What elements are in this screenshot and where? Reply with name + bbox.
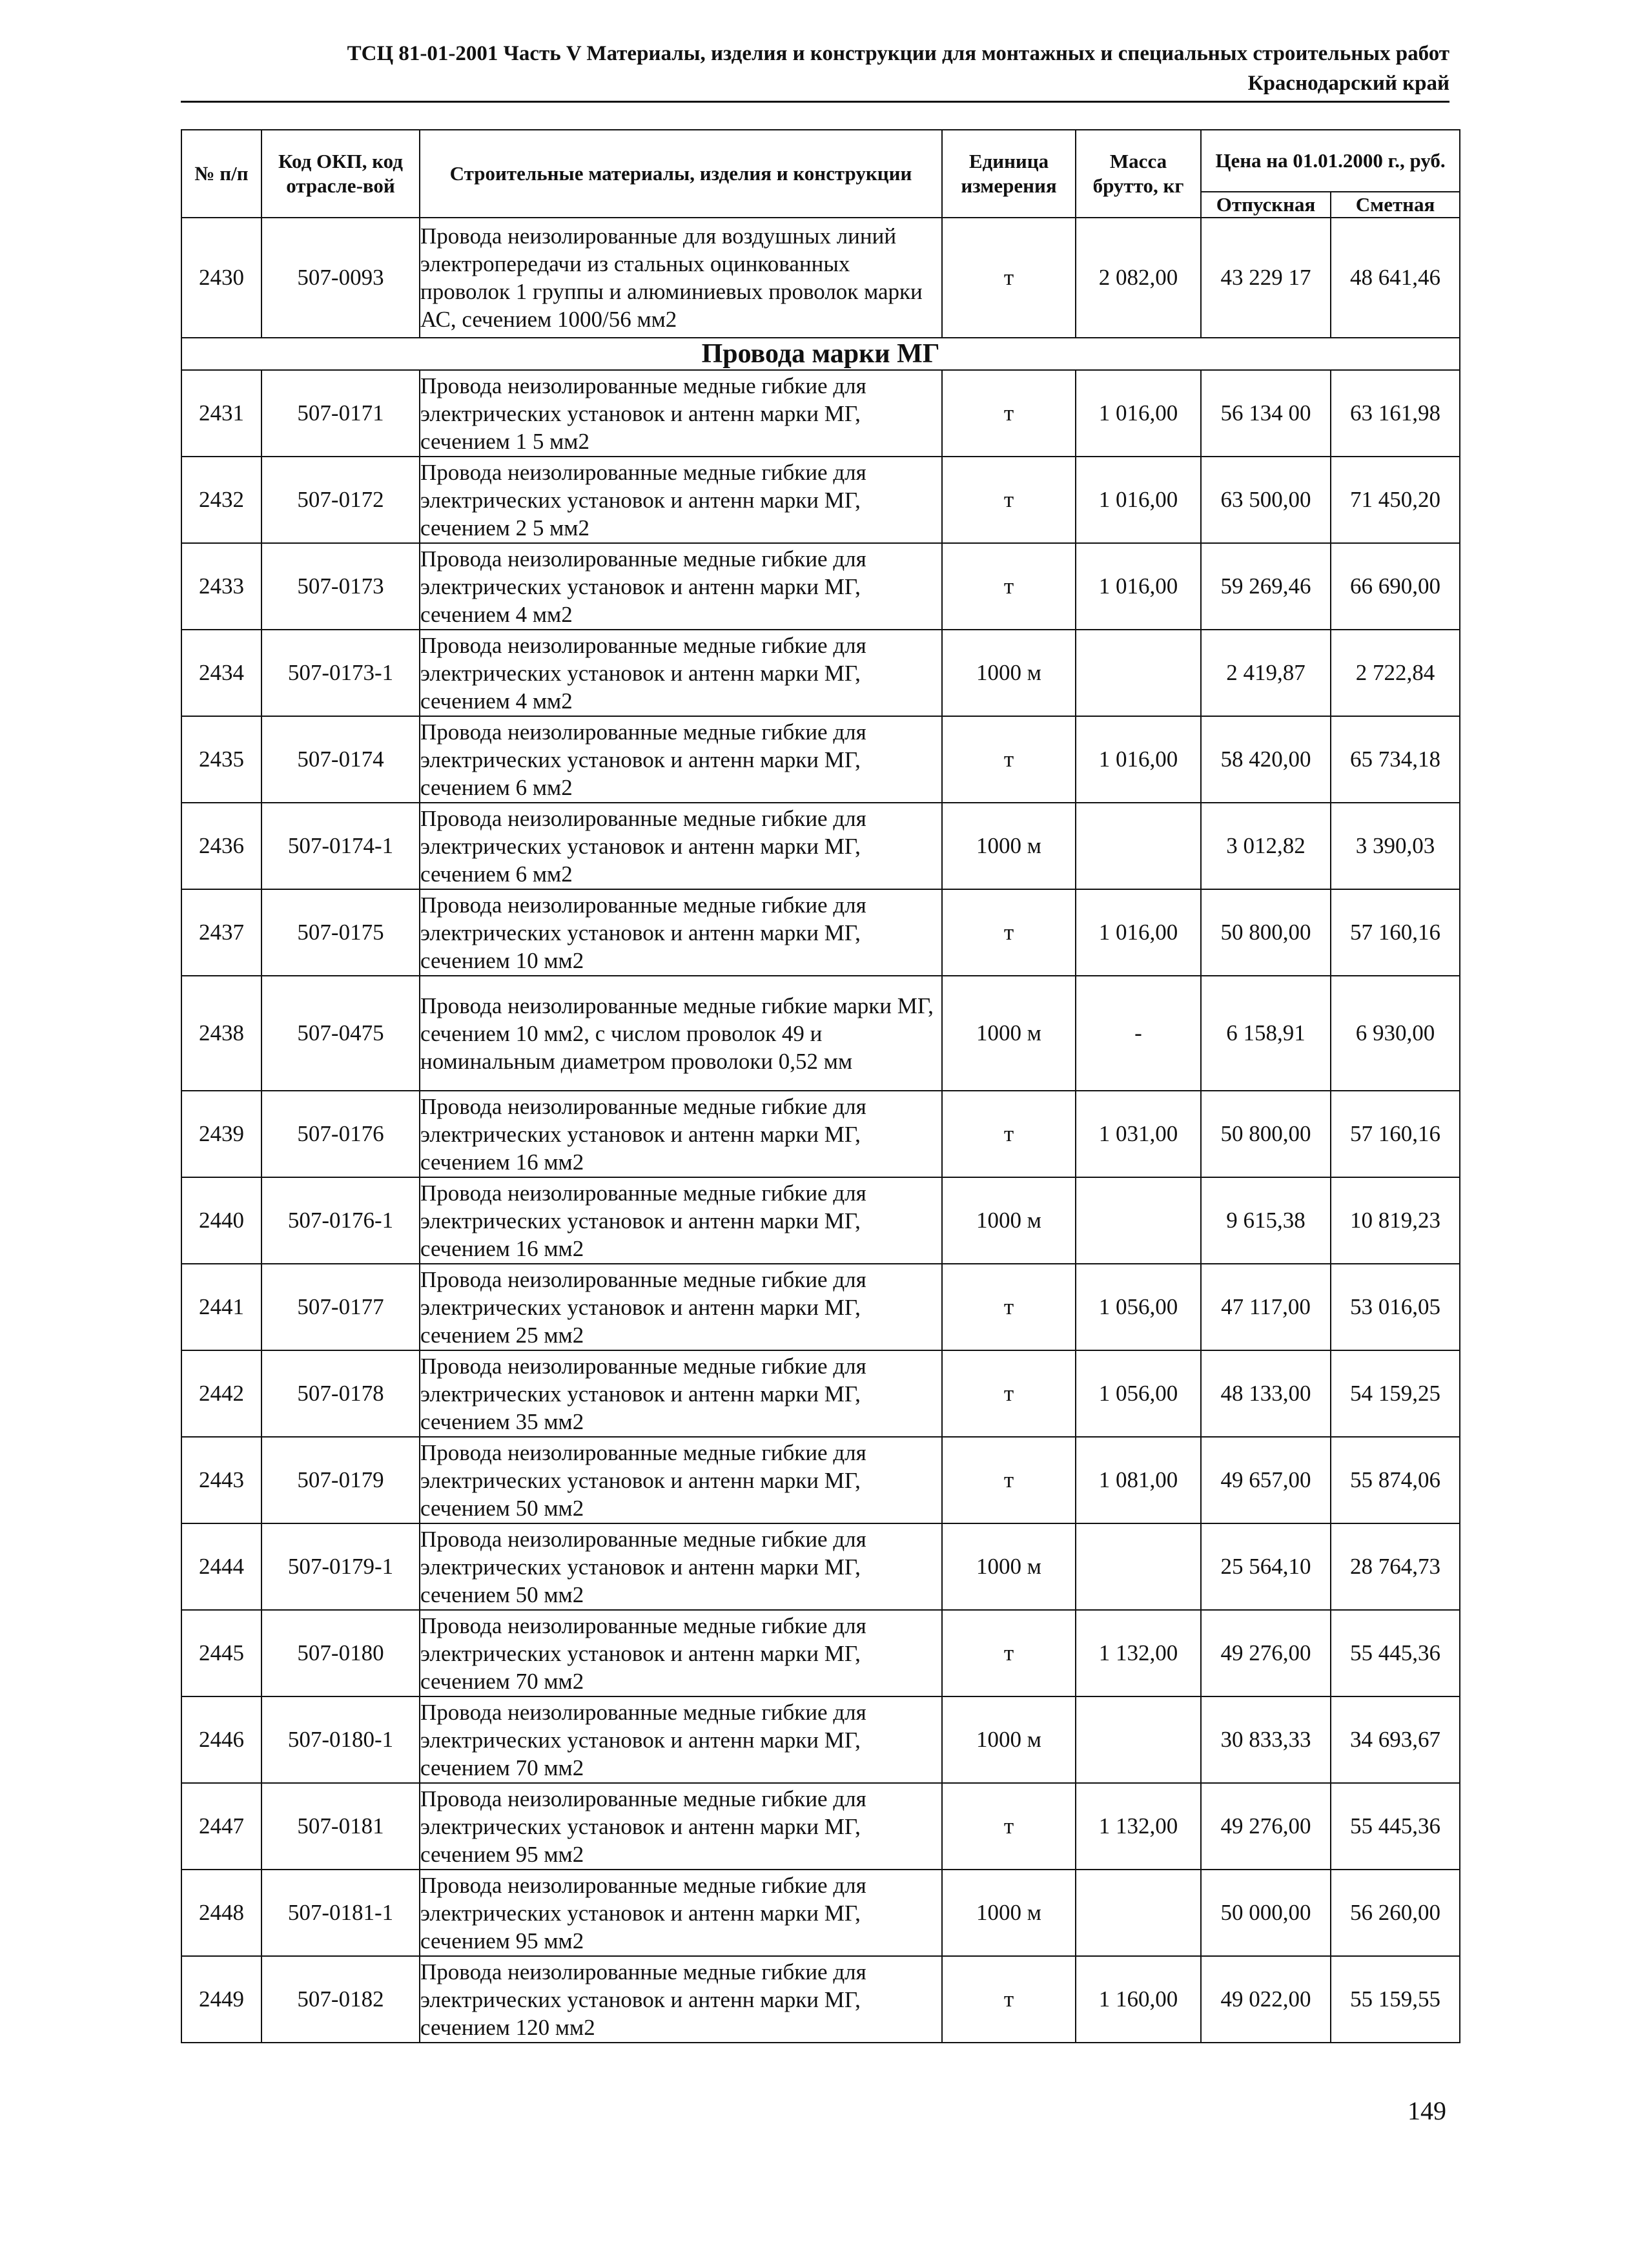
row-code: 507-0176-1 <box>261 1177 420 1264</box>
row-unit: т <box>942 457 1076 543</box>
row-price-estimate: 56 260,00 <box>1331 1870 1460 1956</box>
row-unit: 1000 м <box>942 1870 1076 1956</box>
row-price-release: 43 229 17 <box>1201 218 1331 338</box>
row-number: 2435 <box>181 716 261 803</box>
row-number: 2434 <box>181 630 261 716</box>
row-mass <box>1076 1177 1201 1264</box>
row-price-release: 25 564,10 <box>1201 1523 1331 1610</box>
row-description: Провода неизолированные медные гибкие для электрических установок и антенн марки МГ, сечением 4 мм2 <box>420 543 942 630</box>
table-row <box>181 218 1460 338</box>
row-code: 507-0180 <box>261 1610 420 1696</box>
row-description: Провода неизолированные медные гибкие марки МГ, сечением 10 мм2, с числом проволок 49 и номинальным диаметром проволоки 0,52 мм <box>420 976 942 1091</box>
table-row <box>181 803 1460 889</box>
row-code: 507-0181-1 <box>261 1870 420 1956</box>
row-code: 507-0180-1 <box>261 1696 420 1783</box>
row-price-estimate: 28 764,73 <box>1331 1523 1460 1610</box>
row-price-release: 48 133,00 <box>1201 1350 1331 1437</box>
row-price-estimate: 6 930,00 <box>1331 976 1460 1091</box>
row-price-estimate: 55 159,55 <box>1331 1956 1460 2043</box>
row-price-estimate: 48 641,46 <box>1331 218 1460 338</box>
row-unit: 1000 м <box>942 1177 1076 1264</box>
row-unit: 1000 м <box>942 630 1076 716</box>
row-code: 507-0174-1 <box>261 803 420 889</box>
row-code: 507-0173 <box>261 543 420 630</box>
header-rule <box>181 101 1449 103</box>
row-price-release: 47 117,00 <box>1201 1264 1331 1350</box>
row-price-release: 6 158,91 <box>1201 976 1331 1091</box>
row-code: 507-0179 <box>261 1437 420 1523</box>
row-code: 507-0181 <box>261 1783 420 1870</box>
row-price-estimate: 34 693,67 <box>1331 1696 1460 1783</box>
row-price-release: 59 269,46 <box>1201 543 1331 630</box>
row-mass: 1 160,00 <box>1076 1956 1201 2043</box>
row-number: 2430 <box>181 218 261 338</box>
row-code: 507-0174 <box>261 716 420 803</box>
row-mass <box>1076 1696 1201 1783</box>
row-code: 507-0171 <box>261 370 420 457</box>
section-title: Провода марки МГ <box>181 338 1460 370</box>
row-unit: т <box>942 1091 1076 1177</box>
header-mass: Масса брутто, кг <box>1076 130 1201 218</box>
row-description: Провода неизолированные медные гибкие для электрических установок и антенн марки МГ, сечением 4 мм2 <box>420 630 942 716</box>
table-row <box>181 1523 1460 1610</box>
row-mass: 1 016,00 <box>1076 370 1201 457</box>
row-mass: 1 016,00 <box>1076 457 1201 543</box>
row-unit: т <box>942 1956 1076 2043</box>
row-price-estimate: 2 722,84 <box>1331 630 1460 716</box>
row-price-estimate: 53 016,05 <box>1331 1264 1460 1350</box>
row-price-estimate: 54 159,25 <box>1331 1350 1460 1437</box>
table-row <box>181 543 1460 630</box>
row-number: 2448 <box>181 1870 261 1956</box>
table-row <box>181 889 1460 976</box>
row-price-estimate: 66 690,00 <box>1331 543 1460 630</box>
row-mass: 1 132,00 <box>1076 1610 1201 1696</box>
table-row <box>181 1264 1460 1350</box>
row-price-release: 3 012,82 <box>1201 803 1331 889</box>
row-unit: 1000 м <box>942 1696 1076 1783</box>
page-number: 149 <box>1408 2096 1446 2125</box>
table-row <box>181 1610 1460 1696</box>
price-table <box>181 129 1460 2043</box>
row-price-release: 63 500,00 <box>1201 457 1331 543</box>
row-number: 2439 <box>181 1091 261 1177</box>
row-mass: 1 016,00 <box>1076 716 1201 803</box>
row-description: Провода неизолированные медные гибкие для электрических установок и антенн марки МГ, сечением 95 мм2 <box>420 1870 942 1956</box>
row-number: 2446 <box>181 1696 261 1783</box>
row-description: Провода неизолированные медные гибкие для электрических установок и антенн марки МГ, сечением 70 мм2 <box>420 1610 942 1696</box>
running-header <box>181 39 1449 98</box>
table-row <box>181 1437 1460 1523</box>
table-row <box>181 1783 1460 1870</box>
row-mass <box>1076 1523 1201 1610</box>
header-price-estimate: Сметная <box>1331 192 1460 218</box>
row-description: Провода неизолированные медные гибкие для электрических установок и антенн марки МГ, сечением 25 мм2 <box>420 1264 942 1350</box>
row-price-release: 50 000,00 <box>1201 1870 1331 1956</box>
row-mass: 1 132,00 <box>1076 1783 1201 1870</box>
row-unit: т <box>942 1264 1076 1350</box>
row-description: Провода неизолированные медные гибкие для электрических установок и антенн марки МГ, сечением 1 5 мм2 <box>420 370 942 457</box>
header-price-release: Отпускная <box>1201 192 1331 218</box>
table-row <box>181 976 1460 1091</box>
row-code: 507-0175 <box>261 889 420 976</box>
row-mass: - <box>1076 976 1201 1091</box>
table-row <box>181 1350 1460 1437</box>
row-price-release: 58 420,00 <box>1201 716 1331 803</box>
row-description: Провода неизолированные медные гибкие для электрических установок и антенн марки МГ, сечением 2 5 мм2 <box>420 457 942 543</box>
row-description: Провода неизолированные медные гибкие для электрических установок и антенн марки МГ, сечением 70 мм2 <box>420 1696 942 1783</box>
row-code: 507-0172 <box>261 457 420 543</box>
row-price-estimate: 55 445,36 <box>1331 1783 1460 1870</box>
row-description: Провода неизолированные медные гибкие для электрических установок и антенн марки МГ, сечением 10 мм2 <box>420 889 942 976</box>
row-number: 2441 <box>181 1264 261 1350</box>
row-mass: 1 056,00 <box>1076 1350 1201 1437</box>
header-code: Код ОКП, код отрасле-вой <box>261 130 420 218</box>
row-code: 507-0179-1 <box>261 1523 420 1610</box>
header-region: Краснодарский край <box>1247 72 1449 95</box>
row-code: 507-0173-1 <box>261 630 420 716</box>
row-mass: 1 056,00 <box>1076 1264 1201 1350</box>
row-unit: 1000 м <box>942 1523 1076 1610</box>
row-description: Провода неизолированные медные гибкие для электрических установок и антенн марки МГ, сечением 16 мм2 <box>420 1091 942 1177</box>
row-description: Провода неизолированные медные гибкие для электрических установок и антенн марки МГ, сечением 50 мм2 <box>420 1523 942 1610</box>
section-row <box>181 338 1460 370</box>
row-unit: т <box>942 1437 1076 1523</box>
row-number: 2432 <box>181 457 261 543</box>
row-price-release: 56 134 00 <box>1201 370 1331 457</box>
row-unit: 1000 м <box>942 803 1076 889</box>
header-title: ТСЦ 81-01-2001 Часть V Материалы, изделия и конструкции для монтажных и специальных строительных работ <box>347 42 1449 65</box>
table-row <box>181 370 1460 457</box>
row-price-estimate: 57 160,16 <box>1331 1091 1460 1177</box>
table-row <box>181 1870 1460 1956</box>
row-code: 507-0182 <box>261 1956 420 2043</box>
header-price: Цена на 01.01.2000 г., руб. <box>1201 130 1460 192</box>
row-unit: т <box>942 543 1076 630</box>
row-price-release: 49 657,00 <box>1201 1437 1331 1523</box>
row-code: 507-0475 <box>261 976 420 1091</box>
row-price-estimate: 65 734,18 <box>1331 716 1460 803</box>
row-description: Провода неизолированные медные гибкие для электрических установок и антенн марки МГ, сечением 6 мм2 <box>420 803 942 889</box>
row-description: Провода неизолированные медные гибкие для электрических установок и антенн марки МГ, сечением 35 мм2 <box>420 1350 942 1437</box>
row-number: 2444 <box>181 1523 261 1610</box>
table-row <box>181 1091 1460 1177</box>
row-unit: 1000 м <box>942 976 1076 1091</box>
row-number: 2443 <box>181 1437 261 1523</box>
row-price-release: 49 276,00 <box>1201 1610 1331 1696</box>
row-mass <box>1076 630 1201 716</box>
row-price-estimate: 57 160,16 <box>1331 889 1460 976</box>
row-number: 2440 <box>181 1177 261 1264</box>
header-num: № п/п <box>181 130 261 218</box>
row-description: Провода неизолированные для воздушных линий электропередачи из стальных оцинкованных проволок 1 группы и алюминиевых проволок марки АС, сечением 1000/56 мм2 <box>420 218 942 338</box>
row-code: 507-0177 <box>261 1264 420 1350</box>
row-price-release: 49 022,00 <box>1201 1956 1331 2043</box>
row-unit: т <box>942 1350 1076 1437</box>
header-materials: Строительные материалы, изделия и конструкции <box>420 130 942 218</box>
table-body <box>181 218 1460 2043</box>
table-row <box>181 716 1460 803</box>
row-unit: т <box>942 1783 1076 1870</box>
row-description: Провода неизолированные медные гибкие для электрических установок и антенн марки МГ, сечением 50 мм2 <box>420 1437 942 1523</box>
row-mass: 1 016,00 <box>1076 889 1201 976</box>
row-unit: т <box>942 370 1076 457</box>
row-description: Провода неизолированные медные гибкие для электрических установок и антенн марки МГ, сечением 95 мм2 <box>420 1783 942 1870</box>
row-number: 2442 <box>181 1350 261 1437</box>
row-mass <box>1076 803 1201 889</box>
row-description: Провода неизолированные медные гибкие для электрических установок и антенн марки МГ, сечением 120 мм2 <box>420 1956 942 2043</box>
row-price-release: 9 615,38 <box>1201 1177 1331 1264</box>
row-price-estimate: 10 819,23 <box>1331 1177 1460 1264</box>
row-number: 2445 <box>181 1610 261 1696</box>
table-row <box>181 457 1460 543</box>
row-price-release: 30 833,33 <box>1201 1696 1331 1783</box>
row-price-release: 50 800,00 <box>1201 889 1331 976</box>
row-unit: т <box>942 716 1076 803</box>
row-mass: 2 082,00 <box>1076 218 1201 338</box>
row-number: 2436 <box>181 803 261 889</box>
row-code: 507-0178 <box>261 1350 420 1437</box>
row-price-estimate: 71 450,20 <box>1331 457 1460 543</box>
row-unit: т <box>942 889 1076 976</box>
row-number: 2447 <box>181 1783 261 1870</box>
row-price-estimate: 3 390,03 <box>1331 803 1460 889</box>
row-price-estimate: 63 161,98 <box>1331 370 1460 457</box>
table-row <box>181 1956 1460 2043</box>
row-number: 2449 <box>181 1956 261 2043</box>
row-code: 507-0176 <box>261 1091 420 1177</box>
row-number: 2433 <box>181 543 261 630</box>
row-price-estimate: 55 445,36 <box>1331 1610 1460 1696</box>
row-mass: 1 081,00 <box>1076 1437 1201 1523</box>
row-number: 2438 <box>181 976 261 1091</box>
row-mass: 1 031,00 <box>1076 1091 1201 1177</box>
row-price-estimate: 55 874,06 <box>1331 1437 1460 1523</box>
table-row <box>181 630 1460 716</box>
table-row <box>181 1177 1460 1264</box>
row-mass <box>1076 1870 1201 1956</box>
row-mass: 1 016,00 <box>1076 543 1201 630</box>
header-unit: Единица измерения <box>942 130 1076 218</box>
row-number: 2431 <box>181 370 261 457</box>
row-description: Провода неизолированные медные гибкие для электрических установок и антенн марки МГ, сечением 6 мм2 <box>420 716 942 803</box>
row-unit: т <box>942 1610 1076 1696</box>
row-price-release: 50 800,00 <box>1201 1091 1331 1177</box>
row-code: 507-0093 <box>261 218 420 338</box>
row-price-release: 2 419,87 <box>1201 630 1331 716</box>
row-description: Провода неизолированные медные гибкие для электрических установок и антенн марки МГ, сечением 16 мм2 <box>420 1177 942 1264</box>
table-row <box>181 1696 1460 1783</box>
row-price-release: 49 276,00 <box>1201 1783 1331 1870</box>
row-number: 2437 <box>181 889 261 976</box>
row-unit: т <box>942 218 1076 338</box>
